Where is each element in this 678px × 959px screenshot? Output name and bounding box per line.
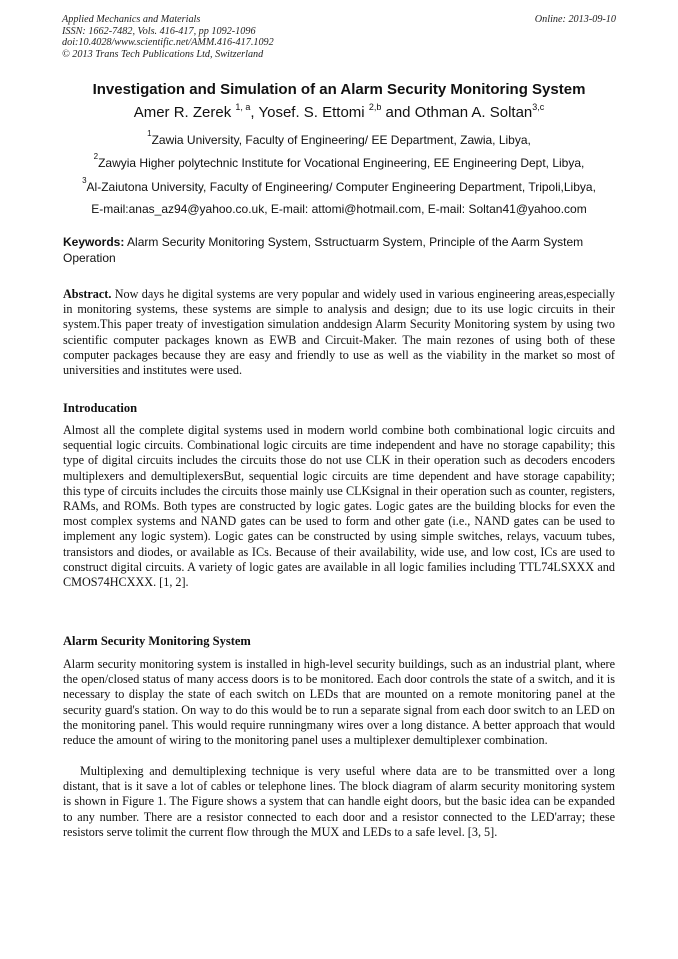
author-affil-mark: 2,b — [368, 102, 382, 112]
abstract-label: Abstract. — [63, 287, 112, 301]
keywords-text: Alarm Security Monitoring System, Sstructuarm System, Principle of the Aarm System Operation — [63, 235, 584, 265]
affil-mark: 2 — [93, 152, 99, 161]
affiliation-2 — [40, 152, 638, 171]
doi-line: doi:10.4028/www.scientific.net/AMM.416-417.1092 — [62, 37, 274, 49]
author-name: and Othman A. Soltan — [381, 104, 533, 121]
author-name: , Yosef. S. Ettomi — [250, 104, 369, 121]
author-affil-mark: 1, a — [235, 102, 251, 112]
affil-text: Zawia University, Faculty of Engineering/ EE Department, Zawia, Libya, — [151, 133, 531, 147]
author-list — [40, 103, 638, 122]
journal-name: Applied Mechanics and Materials — [62, 14, 201, 25]
author-emails: E-mail:anas_az94@yahoo.co.uk, E-mail: attomi@hotmail.com, E-mail: Soltan41@yahoo.com — [91, 202, 587, 216]
introduction-paragraph: Almost all the complete digital systems used in modern world combine both combinational logic circuits and sequential logic circuits. Combinational logic circuits are time independent and have no storage capability; this type of digital circuits includes the circuits those do not use CLK in their operation such as decoders encoders multiplexers and demultiplexersBut, sequential logic circuits are time dependent and have storage capability; this type of circuits includes the circuits those mainly use CLKsignal in their operation such as counter, registers, RAMs, and ROMs. Both types are constructed by logic gates. Logic gates are the building blocks for even the most complex systems and NAND gates can be used to form and other gate (i.e., NAND gates can be used to implement any logic system). Logic gates can be constructed by using simple switches, relays, vacuum tubes, transistors and diodes, or available as ICs. Because of their availability, wide use, and low cost, ICs are used to construct digital circuits. A variety of logic gates are available in all logic families including TTL74LSXXX and CMOS74HCXXX. [1, 2]. — [63, 423, 615, 590]
author-affil-mark: 3,c — [532, 102, 545, 112]
copyright-line: © 2013 Trans Tech Publications Ltd, Switzerland — [62, 48, 264, 60]
online-date: Online: 2013-09-10 — [534, 14, 616, 25]
abstract-text: Now days he digital systems are very popular and widely used in various engineering areas,especially in monitoring systems, these systems are simple to analysis and design; due to its use logic circuits in their system.This paper treaty of investigation simulation anddesign Alarm Security Monitoring system by using two scientific computer packages known as EWB and Circuit-Maker. The main rezones of using both of these computer packages because they are easy and friendly to use as well as the viability in the market so most of universities and institutes were used. — [63, 287, 615, 378]
section-heading-introduction: Introducation — [63, 401, 138, 415]
affil-mark: 1 — [147, 129, 152, 138]
keywords-label: Keywords: — [63, 235, 125, 249]
affil-text: Al-Zaiutona University, Faculty of Engineering/ Computer Engineering Department, Tripoli,Libya, — [86, 180, 596, 194]
journal-header — [62, 14, 616, 60]
alarm-paragraph-2: Multiplexing and demultiplexing technique is very useful where data are to be transmitted over a long distant, that is it save a lot of cables or telephone lines. The block diagram of alarm security monitoring system is shown in Figure 1. The Figure shows a system that can handle eight doors, but the basic idea can be expanded to any number. There are a resistor connected to each door and a resistor connected to the LED'array; these resistors serve tolimit the current flow through the MUX and LEDs to a safe level. [3, 5]. — [63, 764, 615, 839]
affil-mark: 3 — [82, 176, 87, 185]
section-heading-alarm-system: Alarm Security Monitoring System — [63, 634, 251, 648]
affil-text: Zawyia Higher polytechnic Institute for Vocational Engineering, EE Engineering Dept, Libya, — [98, 156, 585, 170]
paper-title: Investigation and Simulation of an Alarm Security Monitoring System — [92, 81, 586, 98]
abstract — [63, 287, 615, 378]
alarm-paragraph-1: Alarm security monitoring system is installed in high-level security buildings, such as an industrial plant, where the open/closed status of many access doors is to be monitored. Each door controls the state of a switch, and it is necessary to display the state of each switch on LEDs that are mounted on a remote monitoring panel at the security guard's station. On way to do this would be to run a separate signal from each door switch to an LED on the monitoring panel. This would require runningmany wires over a long distance. A better approach that would reduce the amount of wiring to the monitoring panel uses a multiplexer demultiplexer combination. — [63, 657, 615, 748]
affiliation-1 — [40, 129, 638, 148]
affiliation-3 — [40, 176, 638, 195]
issn-line: ISSN: 1662-7482, Vols. 416-417, pp 1092-1096 — [62, 25, 256, 37]
keywords — [63, 235, 615, 266]
author-name: Amer R. Zerek — [133, 104, 236, 121]
